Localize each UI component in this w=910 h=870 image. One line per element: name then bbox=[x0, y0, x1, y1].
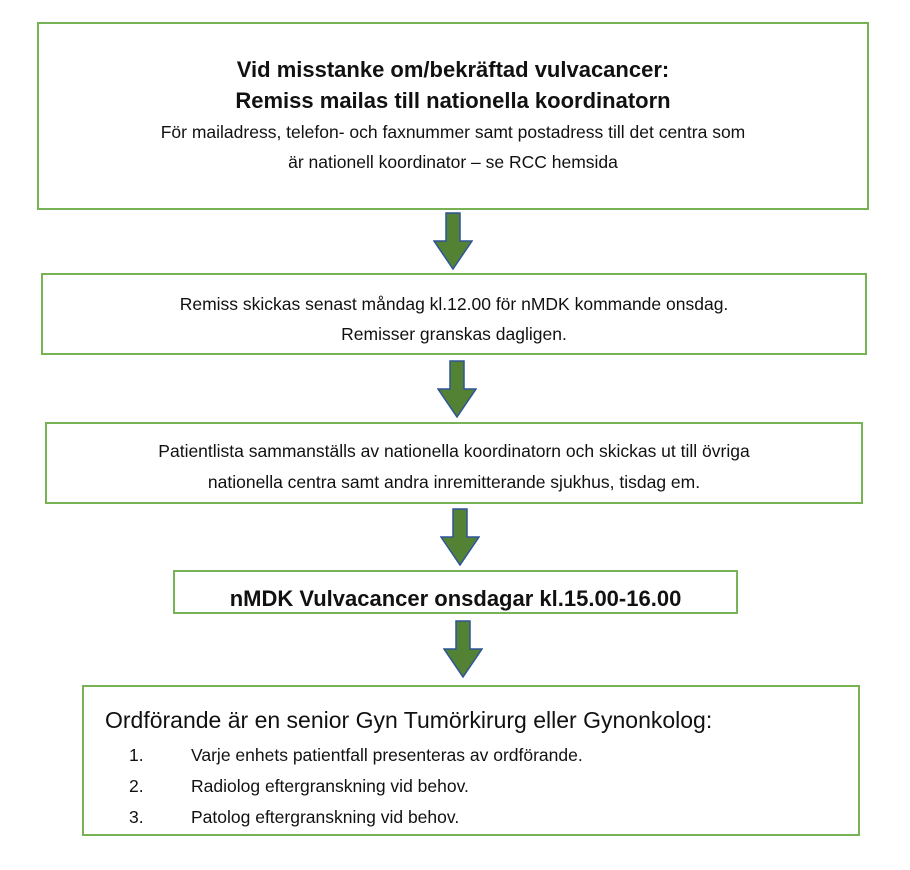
list-item-text: Patolog eftergranskning vid behov. bbox=[191, 807, 460, 827]
down-arrow-icon bbox=[443, 620, 483, 678]
numbered-list bbox=[105, 740, 858, 833]
flow-box-deadline bbox=[41, 273, 867, 355]
list-item bbox=[105, 740, 858, 771]
flow-box-referral bbox=[37, 22, 869, 210]
list-item-text: Radiolog eftergranskning vid behov. bbox=[191, 776, 469, 796]
box3-line1: Patientlista sammanställs av nationella koordinatorn och skickas ut till övriga bbox=[158, 441, 750, 461]
flow-box-patient-list bbox=[45, 422, 863, 504]
list-item-number: 2. bbox=[129, 776, 144, 796]
list-item bbox=[105, 802, 858, 833]
box1-subtitle-line1: För mailadress, telefon- och faxnummer samt postadress till det centra som bbox=[160, 122, 746, 142]
flow-box-chair bbox=[82, 685, 860, 836]
list-item bbox=[105, 771, 858, 802]
down-arrow-icon bbox=[440, 508, 480, 566]
box4-title: nMDK Vulvacancer onsdagar kl.15.00-16.00 bbox=[229, 586, 682, 611]
box3-line2: nationella centra samt andra inremitterande sjukhus, tisdag em. bbox=[207, 472, 701, 492]
box2-line1: Remiss skickas senast måndag kl.12.00 för nMDK kommande onsdag. bbox=[179, 294, 729, 314]
box1-title-line2: Remiss mailas till nationella koordinatorn bbox=[235, 88, 671, 113]
box2-line2: Remisser granskas dagligen. bbox=[341, 324, 567, 344]
box1-subtitle-line2: är nationell koordinator – se RCC hemsida bbox=[288, 152, 618, 172]
list-item-number: 3. bbox=[129, 807, 144, 827]
box1-title-line1: Vid misstanke om/bekräftad vulvacancer: bbox=[236, 57, 670, 82]
list-item-number: 1. bbox=[129, 745, 144, 765]
down-arrow-icon bbox=[433, 212, 473, 270]
box5-heading: Ordförande är en senior Gyn Tumörkirurg eller Gynonkolog: bbox=[105, 707, 713, 733]
flow-box-meeting bbox=[173, 570, 738, 614]
down-arrow-icon bbox=[437, 360, 477, 418]
list-item-text: Varje enhets patientfall presenteras av ordförande. bbox=[191, 745, 583, 765]
